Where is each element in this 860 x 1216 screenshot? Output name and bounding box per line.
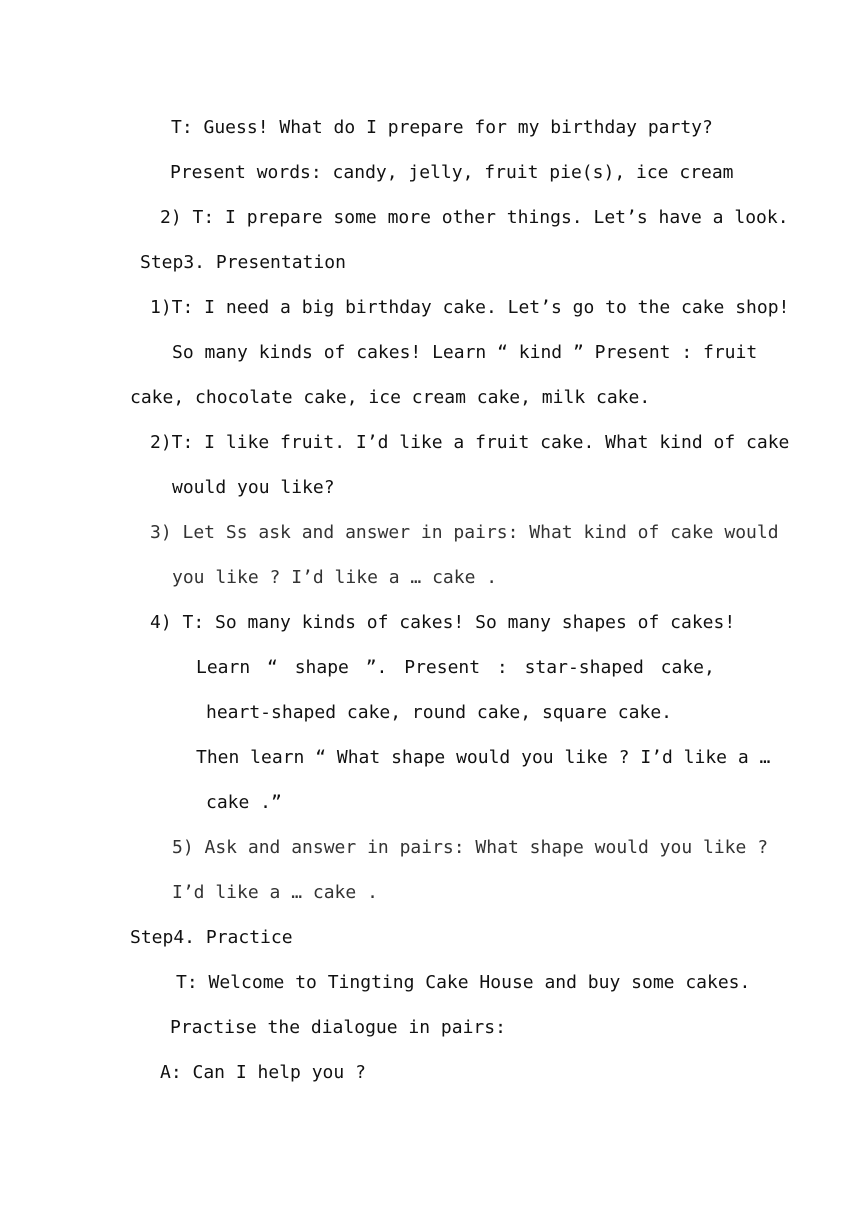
text-line: Present words: candy, jelly, fruit pie(s), ice cream [170,162,734,183]
text-line: cake, chocolate cake, ice cream cake, milk cake. [130,387,651,408]
text-line: T: Welcome to Tingting Cake House and buy some cakes. [176,972,751,993]
text-line: A: Can I help you ? [160,1062,366,1083]
text-line: 5) Ask and answer in pairs: What shape would you like ? [172,837,769,858]
text-line: cake .” [206,792,282,813]
text-line: you like ? I’d like a … cake . [172,567,498,588]
text-line: heart-shaped cake, round cake, square cake. [206,702,672,723]
section-heading-step4: Step4. Practice [130,927,293,948]
text-line: T: Guess! What do I prepare for my birthday party? [171,117,713,138]
text-line: Learn “ shape ”. Present : star-shaped cake, [196,657,715,678]
text-line: 3) Let Ss ask and answer in pairs: What kind of cake would [150,522,779,543]
text-line: 1)T: I need a big birthday cake. Let’s go to the cake shop! [150,297,790,318]
text-line: 4) T: So many kinds of cakes! So many shapes of cakes! [150,612,736,633]
text-line: I’d like a … cake . [172,882,378,903]
text-line: So many kinds of cakes! Learn “ kind ” Present : fruit [172,342,758,363]
text-line: would you like? [172,477,335,498]
text-line: Practise the dialogue in pairs: [170,1017,506,1038]
text-line: Then learn “ What shape would you like ? I’d like a … [196,747,771,768]
text-line: 2) T: I prepare some more other things. Let’s have a look. [160,207,789,228]
text-line: 2)T: I like fruit. I’d like a fruit cake. What kind of cake [150,432,790,453]
section-heading-step3: Step3. Presentation [140,252,346,273]
